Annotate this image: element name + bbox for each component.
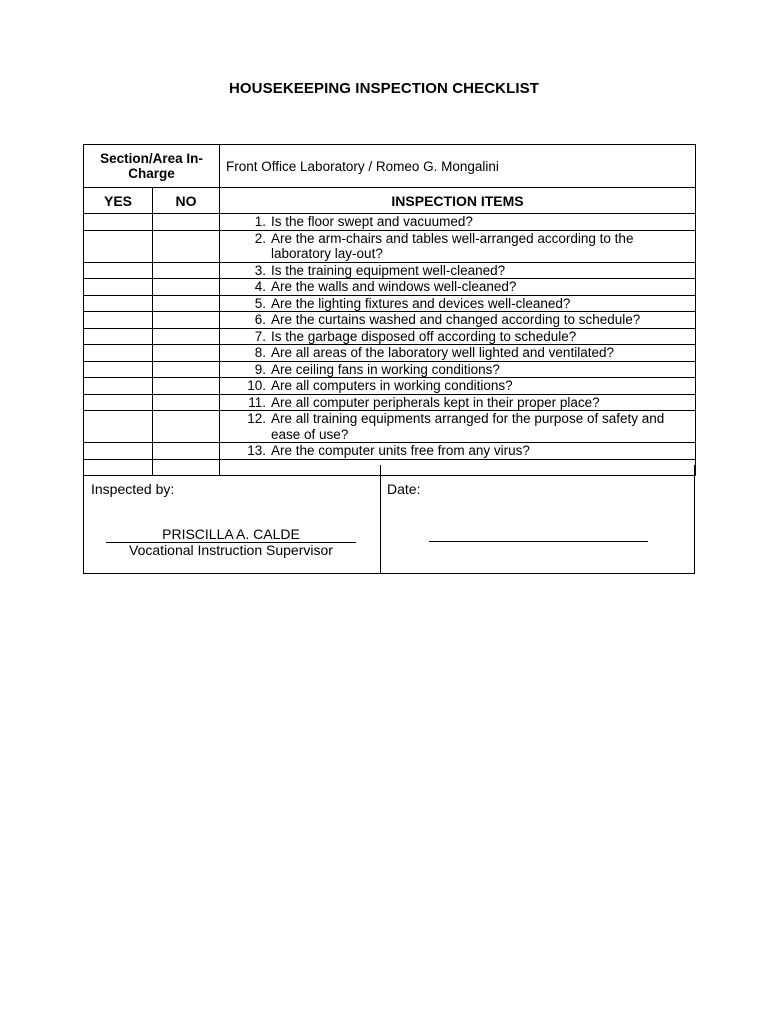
inspector-title: Vocational Instruction Supervisor — [129, 542, 333, 558]
section-value: Front Office Laboratory / Romeo G. Mongalini — [220, 145, 696, 188]
table-row — [84, 328, 696, 345]
item-text: Is the training equipment well-cleaned? — [271, 262, 506, 278]
inspected-by-label: Inspected by: — [91, 481, 175, 497]
item-number: 2. — [254, 230, 267, 246]
no-cell[interactable] — [153, 328, 220, 345]
item-number: 13. — [247, 443, 267, 458]
no-cell[interactable] — [153, 345, 220, 362]
no-cell[interactable] — [153, 295, 220, 312]
yes-cell[interactable] — [84, 295, 153, 312]
yes-column-header: YES — [84, 188, 153, 214]
item-text: Are all areas of the laboratory well lighted and ventilated? — [271, 345, 614, 360]
item-text: Is the garbage disposed off according to schedule? — [271, 328, 577, 344]
item-cell — [220, 443, 696, 460]
yes-cell[interactable] — [84, 230, 153, 262]
yes-cell[interactable] — [84, 378, 153, 395]
item-number: 6. — [254, 312, 267, 327]
table-row — [84, 411, 696, 443]
inspected-by-box — [84, 465, 381, 573]
no-cell[interactable] — [153, 214, 220, 231]
date-label: Date: — [387, 481, 421, 497]
table-row — [84, 378, 696, 395]
item-number: 8. — [254, 345, 267, 360]
no-cell[interactable] — [153, 262, 220, 279]
item-number: 10. — [247, 378, 267, 393]
table-row — [84, 214, 696, 231]
date-signature-line[interactable] — [429, 541, 648, 542]
yes-cell[interactable] — [84, 262, 153, 279]
item-number: 7. — [254, 328, 267, 344]
table-row — [84, 312, 696, 329]
no-cell[interactable] — [153, 443, 220, 460]
item-number: 4. — [254, 279, 267, 294]
item-cell — [220, 411, 696, 443]
item-number: 3. — [254, 262, 267, 278]
table-row — [84, 262, 696, 279]
item-number: 9. — [254, 361, 267, 377]
no-cell[interactable] — [153, 378, 220, 395]
item-text: Are all computers in working conditions? — [271, 378, 513, 393]
section-row — [84, 145, 696, 188]
items-column-header: INSPECTION ITEMS — [220, 188, 696, 214]
item-number: 12. — [247, 411, 267, 426]
item-cell — [220, 378, 696, 395]
item-cell — [220, 279, 696, 296]
item-text: Are ceiling fans in working conditions? — [271, 361, 500, 377]
table-row — [84, 230, 696, 262]
no-cell[interactable] — [153, 279, 220, 296]
item-cell — [220, 262, 696, 279]
item-text: Are the lighting fixtures and devices well-cleaned? — [271, 295, 571, 311]
yes-cell[interactable] — [84, 312, 153, 329]
yes-cell[interactable] — [84, 361, 153, 378]
date-box — [381, 465, 695, 573]
no-cell[interactable] — [153, 411, 220, 443]
yes-cell[interactable] — [84, 443, 153, 460]
item-number: 11. — [248, 394, 267, 410]
item-cell — [220, 295, 696, 312]
item-cell — [220, 345, 696, 362]
item-text: Are all training equipments arranged for the purpose of safety and ease of use? — [271, 411, 665, 442]
document-title: HOUSEKEEPING INSPECTION CHECKLIST — [228, 80, 539, 97]
header-row — [84, 188, 696, 214]
item-text: Is the floor swept and vacuumed? — [271, 214, 473, 229]
item-cell — [220, 214, 696, 231]
table-row — [84, 345, 696, 362]
item-text: Are the walls and windows well-cleaned? — [271, 279, 517, 294]
item-number: 5. — [254, 295, 267, 311]
yes-cell[interactable] — [84, 279, 153, 296]
yes-cell[interactable] — [84, 214, 153, 231]
inspector-name: PRISCILLA A. CALDE — [106, 526, 356, 543]
table-row — [84, 295, 696, 312]
no-cell[interactable] — [153, 394, 220, 411]
signoff-block — [83, 465, 695, 574]
item-cell — [220, 394, 696, 411]
no-column-header: NO — [153, 188, 220, 214]
section-label: Section/Area In-Charge — [84, 145, 220, 188]
yes-cell[interactable] — [84, 328, 153, 345]
item-text: Are the computer units free from any virus? — [271, 443, 530, 458]
item-cell — [220, 361, 696, 378]
item-cell — [220, 328, 696, 345]
item-text: Are all computer peripherals kept in their proper place? — [271, 394, 600, 410]
yes-cell[interactable] — [84, 411, 153, 443]
yes-cell[interactable] — [84, 394, 153, 411]
no-cell[interactable] — [153, 230, 220, 262]
no-cell[interactable] — [153, 361, 220, 378]
item-text: Are the arm-chairs and tables well-arranged according to the laboratory lay-out? — [271, 230, 634, 261]
table-row — [84, 361, 696, 378]
yes-cell[interactable] — [84, 345, 153, 362]
item-cell — [220, 230, 696, 262]
item-cell — [220, 312, 696, 329]
table-row — [84, 394, 696, 411]
table-row — [84, 443, 696, 460]
no-cell[interactable] — [153, 312, 220, 329]
item-text: Are the curtains washed and changed according to schedule? — [271, 312, 641, 327]
table-row — [84, 279, 696, 296]
item-number: 1. — [254, 214, 267, 229]
inspection-checklist-table — [83, 144, 696, 476]
